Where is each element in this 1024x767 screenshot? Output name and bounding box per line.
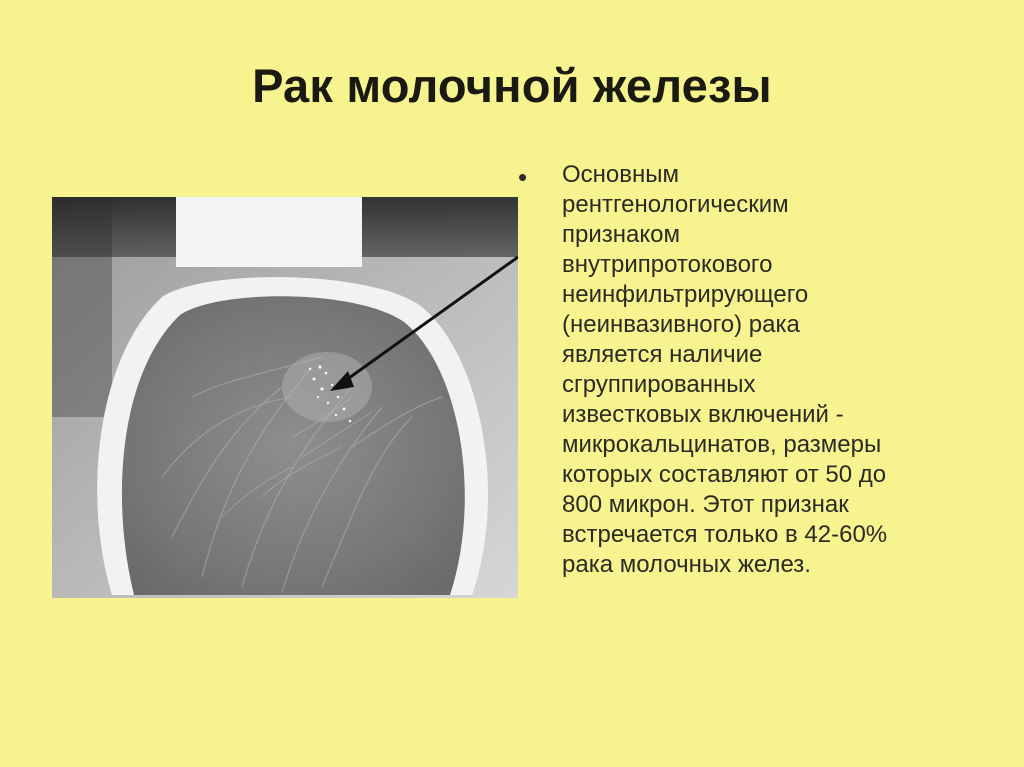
- bullet-dot: •: [518, 162, 528, 192]
- bullet-item: [518, 160, 988, 580]
- slide-title: Рак молочной железы: [252, 59, 772, 112]
- bullet-text: Основным рентгенологическим признаком внутрипротокового неинфильтрирующего (неинвазивного) рака является наличие сгруппированных известковых включений - микрокальцинатов, размеры которых составляют от 50 до 800 микрон. Этот признак встречается только в 42-60% рака молочных желез.: [562, 161, 888, 578]
- mammogram-image: [52, 197, 518, 598]
